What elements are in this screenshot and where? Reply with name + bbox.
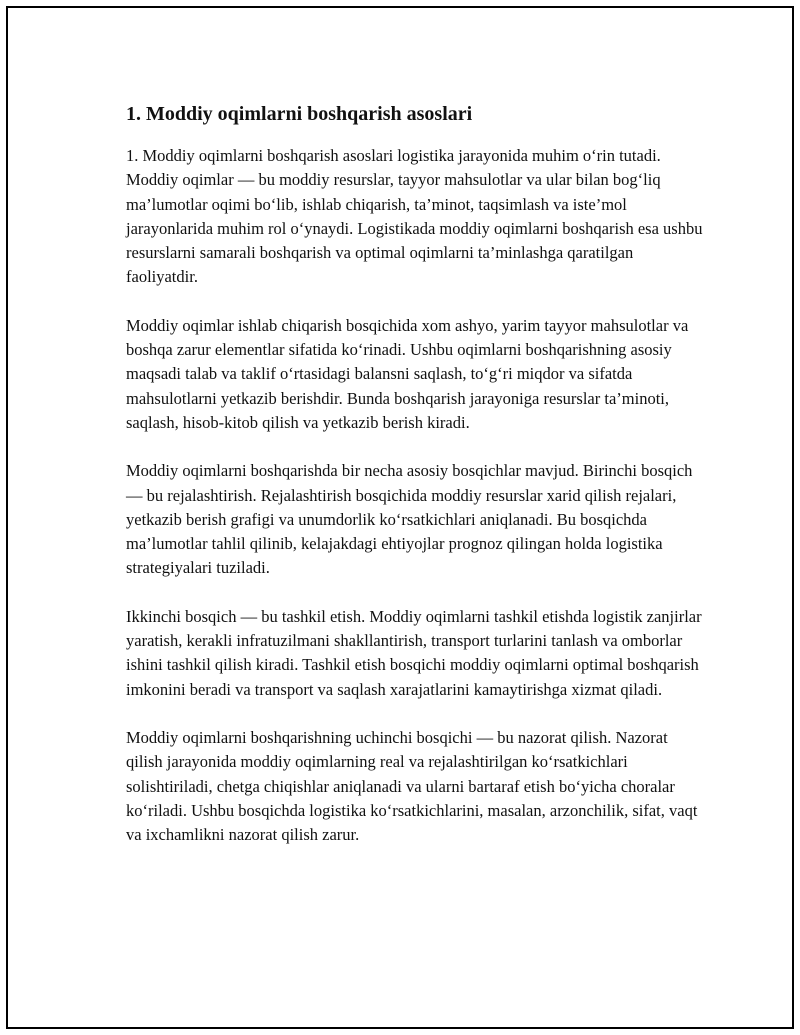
document-title: 1. Moddiy oqimlarni boshqarish asoslari [126,103,473,125]
paragraph-5: Moddiy oqimlarni boshqarishning uchinchi bosqichi — bu nazorat qilish. Nazorat qilish jarayonida moddiy oqimlarning real va rejalashtirilgan ko‘rsatkichlari solishtiriladi, chetga chiqishlar aniqlanadi va ularni bartaraf etish bo‘yicha choralar ko‘riladi. Ushbu bosqichda logistika ko‘rsatkichlarini, masalan, arzonchilik, sifat, vaqt va ixchamlikni nazorat qilish zarur. [126,727,698,845]
page-border [6,6,794,1029]
paragraph-4: Ikkinchi bosqich — bu tashkil etish. Moddiy oqimlarni tashkil etishda logistik zanjirlar yaratish, kerakli infratuzilmani shakllantirish, transport turlarini tanlash va omborlar ishini tashkil qilish kiradi. Tashkil etish bosqichi moddiy oqimlarni optimal boshqarish imkonini beradi va transport va saqlash xarajatlarini kamaytirishga xizmat qiladi. [126,606,702,699]
paragraph-1: 1. Moddiy oqimlarni boshqarish asoslari logistika jarayonida muhim o‘rin tutadi. Moddiy oqimlar — bu moddiy resurslar, tayyor mahsulotlar va ular bilan bog‘liq ma’lumotlar oqimi bo‘lib, ishlab chiqarish, ta’minot, taqsimlash va iste’mol jarayonlarida muhim rol o‘ynaydi. Logistikada moddiy oqimlarni boshqarish esa ushbu resurslarni samarali boshqarish va optimal oqimlarni ta’minlashga qaratilgan faoliyatdir. [126,146,703,287]
document-body [126,100,706,871]
paragraph-2: Moddiy oqimlar ishlab chiqarish bosqichida xom ashyo, yarim tayyor mahsulotlar va boshqa zarur elementlar sifatida ko‘rinadi. Ushbu oqimlarni boshqarishning asosiy maqsadi talab va taklif o‘rtasidagi balansni saqlash, to‘g‘ri miqdor va sifatda mahsulotlarni yetkazib berishdir. Bunda boshqarish jarayoniga resurslar ta’minoti, saqlash, hisob-kitob qilish va yetkazib berish kiradi. [126,315,689,432]
paragraph-3: Moddiy oqimlarni boshqarishda bir necha asosiy bosqichlar mavjud. Birinchi bosqich — bu rejalashtirish. Rejalashtirish bosqichida moddiy resurslar xarid qilish rejalari, yetkazib berish grafigi va unumdorlik ko‘rsatkichlari aniqlanadi. Bu bosqichda ma’lumotlar tahlil qilinib, kelajakdagi ehtiyojlar prognoz qilingan holda logistika strategiyalari tuziladi. [126,461,693,578]
